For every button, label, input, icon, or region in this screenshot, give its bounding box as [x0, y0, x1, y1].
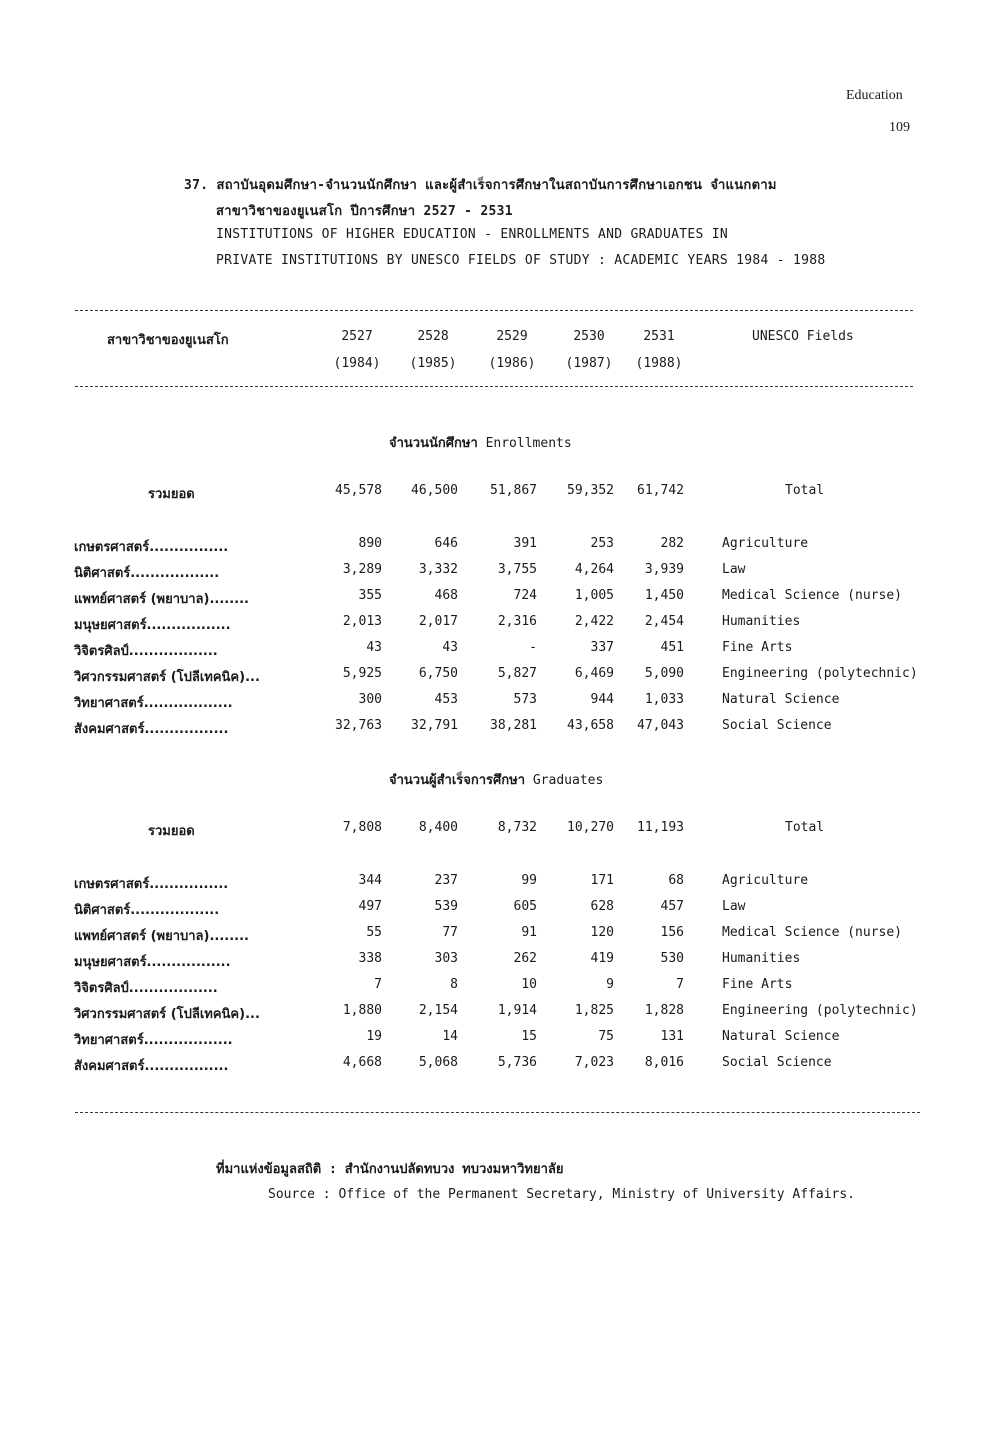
table-cell: 14 — [442, 1029, 458, 1044]
field-label-english: Law — [722, 899, 746, 914]
field-label-thai: เกษตรศาสตร์................ — [74, 540, 229, 555]
field-label-thai: นิติศาสตร์.................. — [74, 903, 220, 918]
total-value: 11,193 — [637, 820, 684, 835]
table-cell: 19 — [366, 1029, 382, 1044]
table-cell: 6,469 — [574, 666, 614, 681]
field-label-english: Fine Arts — [722, 640, 793, 655]
table-cell: 68 — [668, 873, 684, 888]
field-label-thai: สังคมศาสตร์................. — [74, 722, 229, 737]
table-cell: 451 — [660, 640, 684, 655]
enrollments-heading-thai: จำนวนนักศึกษา — [389, 436, 478, 451]
field-label-thai: วิศวกรรมศาสตร์ (โปลีเทคนิค)... — [74, 1007, 260, 1022]
table-cell: 43,658 — [567, 718, 614, 733]
graduates-heading-thai: จำนวนผู้สำเร็จการศึกษา — [389, 773, 526, 788]
total-value: 59,352 — [567, 483, 614, 498]
table-cell: 539 — [434, 899, 458, 914]
year-header-be: 2529 — [496, 329, 528, 344]
total-value: 61,742 — [637, 483, 684, 498]
year-header-ce: (1988) — [635, 356, 683, 371]
table-cell: 7 — [676, 977, 684, 992]
table-cell: 573 — [513, 692, 537, 707]
table-cell: 7,023 — [574, 1055, 614, 1070]
table-cell: 8 — [450, 977, 458, 992]
table-cell: 3,755 — [497, 562, 537, 577]
table-cell: 2,422 — [574, 614, 614, 629]
table-cell: 530 — [660, 951, 684, 966]
table-number: 37. — [184, 178, 209, 193]
column-header-field-thai: สาขาวิชาของยูเนสโก — [107, 333, 229, 348]
year-header-be: 2527 — [341, 329, 373, 344]
field-label-thai: นิติศาสตร์.................. — [74, 566, 220, 581]
enrollments-heading-english: Enrollments — [485, 436, 572, 451]
table-cell: 10 — [521, 977, 537, 992]
field-label-thai: แพทย์ศาสตร์ (พยาบาล)........ — [74, 929, 249, 944]
total-value: 45,578 — [335, 483, 382, 498]
table-cell: 3,939 — [644, 562, 684, 577]
year-header-be: 2528 — [417, 329, 449, 344]
column-header-field-english: UNESCO Fields — [752, 329, 854, 344]
table-cell: 646 — [434, 536, 458, 551]
table-cell: - — [529, 640, 537, 655]
table-cell: 457 — [660, 899, 684, 914]
source-english: Source : Office of the Permanent Secretary, Ministry of University Affairs. — [268, 1187, 855, 1202]
table-cell: 628 — [590, 899, 614, 914]
field-label-thai: มนุษยศาสตร์................. — [74, 955, 231, 970]
field-label-english: Engineering (polytechnic) — [722, 666, 918, 681]
header-rule — [75, 386, 913, 387]
table-cell: 32,791 — [411, 718, 458, 733]
table-cell: 2,454 — [644, 614, 684, 629]
table-cell: 7 — [374, 977, 382, 992]
field-label-thai: สังคมศาสตร์................. — [74, 1059, 229, 1074]
table-cell: 468 — [434, 588, 458, 603]
field-label-english: Natural Science — [722, 692, 840, 707]
total-label-thai: รวมยอด — [148, 487, 195, 502]
table-cell: 5,925 — [342, 666, 382, 681]
field-label-english: Fine Arts — [722, 977, 793, 992]
table-cell: 77 — [442, 925, 458, 940]
table-cell: 4,668 — [342, 1055, 382, 1070]
table-cell: 1,828 — [644, 1003, 684, 1018]
table-cell: 3,289 — [342, 562, 382, 577]
table-cell: 944 — [590, 692, 614, 707]
table-title-thai-line1: สถาบันอุดมศึกษา-จำนวนนักศึกษา และผู้สำเร็จการศึกษาในสถาบันการศึกษาเอกชน จำแนกตาม — [216, 178, 777, 193]
year-header-ce: (1985) — [409, 356, 457, 371]
field-label-english: Agriculture — [722, 536, 809, 551]
field-label-english: Humanities — [722, 951, 801, 966]
table-cell: 1,450 — [644, 588, 684, 603]
total-value: 46,500 — [411, 483, 458, 498]
table-cell: 337 — [590, 640, 614, 655]
table-cell: 156 — [660, 925, 684, 940]
field-label-english: Medical Science (nurse) — [722, 588, 903, 603]
table-cell: 1,914 — [497, 1003, 537, 1018]
table-cell: 237 — [434, 873, 458, 888]
table-cell: 303 — [434, 951, 458, 966]
total-value: 10,270 — [567, 820, 614, 835]
field-label-english: Agriculture — [722, 873, 809, 888]
table-cell: 8,016 — [644, 1055, 684, 1070]
table-cell: 1,005 — [574, 588, 614, 603]
table-title-english-line2: PRIVATE INSTITUTIONS BY UNESCO FIELDS OF STUDY : ACADEMIC YEARS 1984 - 1988 — [216, 253, 826, 268]
table-cell: 5,827 — [497, 666, 537, 681]
total-value: 8,732 — [497, 820, 537, 835]
total-label-english: Total — [785, 483, 825, 498]
table-cell: 6,750 — [418, 666, 458, 681]
table-cell: 5,068 — [418, 1055, 458, 1070]
table-cell: 43 — [366, 640, 382, 655]
table-cell: 9 — [606, 977, 614, 992]
table-cell: 497 — [358, 899, 382, 914]
year-header-ce: (1984) — [333, 356, 381, 371]
table-cell: 355 — [358, 588, 382, 603]
field-label-thai: วิศวกรรมศาสตร์ (โปลีเทคนิค)... — [74, 670, 260, 685]
table-cell: 171 — [590, 873, 614, 888]
table-cell: 2,013 — [342, 614, 382, 629]
year-header-ce: (1987) — [565, 356, 613, 371]
table-title-english-line1: INSTITUTIONS OF HIGHER EDUCATION - ENROLLMENTS AND GRADUATES IN — [216, 227, 728, 242]
field-label-english: Law — [722, 562, 746, 577]
bottom-rule — [75, 1112, 920, 1113]
table-cell: 338 — [358, 951, 382, 966]
year-header-ce: (1986) — [488, 356, 536, 371]
table-cell: 15 — [521, 1029, 537, 1044]
table-cell: 47,043 — [637, 718, 684, 733]
table-cell: 453 — [434, 692, 458, 707]
table-cell: 2,316 — [497, 614, 537, 629]
table-cell: 5,090 — [644, 666, 684, 681]
top-rule — [75, 310, 913, 311]
page-number: 109 — [889, 120, 910, 135]
field-label-english: Social Science — [722, 1055, 832, 1070]
table-cell: 32,763 — [335, 718, 382, 733]
table-cell: 3,332 — [418, 562, 458, 577]
table-cell: 262 — [513, 951, 537, 966]
total-label-thai: รวมยอด — [148, 824, 195, 839]
table-cell: 300 — [358, 692, 382, 707]
table-cell: 99 — [521, 873, 537, 888]
field-label-english: Social Science — [722, 718, 832, 733]
table-cell: 55 — [366, 925, 382, 940]
table-title-thai-1 — [184, 174, 777, 195]
total-value: 8,400 — [418, 820, 458, 835]
table-cell: 1,033 — [644, 692, 684, 707]
total-value: 51,867 — [490, 483, 537, 498]
table-cell: 38,281 — [490, 718, 537, 733]
table-cell: 120 — [590, 925, 614, 940]
table-cell: 890 — [358, 536, 382, 551]
graduates-heading-english: Graduates — [532, 773, 604, 788]
table-cell: 75 — [598, 1029, 614, 1044]
source-thai: ที่มาแห่งข้อมูลสถิติ : สำนักงานปลัดทบวง ทบวงมหาวิทยาลัย — [216, 1162, 564, 1177]
table-cell: 131 — [660, 1029, 684, 1044]
field-label-thai: วิจิตรศิลป์.................. — [74, 981, 218, 996]
table-cell: 2,154 — [418, 1003, 458, 1018]
field-label-thai: เกษตรศาสตร์................ — [74, 877, 229, 892]
field-label-english: Medical Science (nurse) — [722, 925, 903, 940]
table-cell: 43 — [442, 640, 458, 655]
table-title-thai-line2: สาขาวิชาของยูเนสโก ปีการศึกษา 2527 - 2531 — [216, 204, 513, 219]
field-label-thai: วิทยาศาสตร์.................. — [74, 696, 233, 711]
table-cell: 282 — [660, 536, 684, 551]
table-cell: 724 — [513, 588, 537, 603]
field-label-thai: มนุษยศาสตร์................. — [74, 618, 231, 633]
year-header-be: 2530 — [573, 329, 605, 344]
table-cell: 91 — [521, 925, 537, 940]
field-label-english: Natural Science — [722, 1029, 840, 1044]
graduates-heading — [389, 769, 603, 790]
table-cell: 419 — [590, 951, 614, 966]
year-header-be: 2531 — [643, 329, 675, 344]
total-label-english: Total — [785, 820, 825, 835]
field-label-english: Engineering (polytechnic) — [722, 1003, 918, 1018]
table-cell: 4,264 — [574, 562, 614, 577]
table-cell: 344 — [358, 873, 382, 888]
field-label-english: Humanities — [722, 614, 801, 629]
field-label-thai: วิทยาศาสตร์.................. — [74, 1033, 233, 1048]
table-cell: 2,017 — [418, 614, 458, 629]
field-label-thai: แพทย์ศาสตร์ (พยาบาล)........ — [74, 592, 249, 607]
enrollments-heading — [389, 432, 572, 453]
table-cell: 253 — [590, 536, 614, 551]
total-value: 7,808 — [342, 820, 382, 835]
table-cell: 1,825 — [574, 1003, 614, 1018]
section-name: Education — [846, 88, 903, 103]
table-cell: 391 — [513, 536, 537, 551]
table-cell: 1,880 — [342, 1003, 382, 1018]
field-label-thai: วิจิตรศิลป์.................. — [74, 644, 218, 659]
table-cell: 5,736 — [497, 1055, 537, 1070]
table-cell: 605 — [513, 899, 537, 914]
